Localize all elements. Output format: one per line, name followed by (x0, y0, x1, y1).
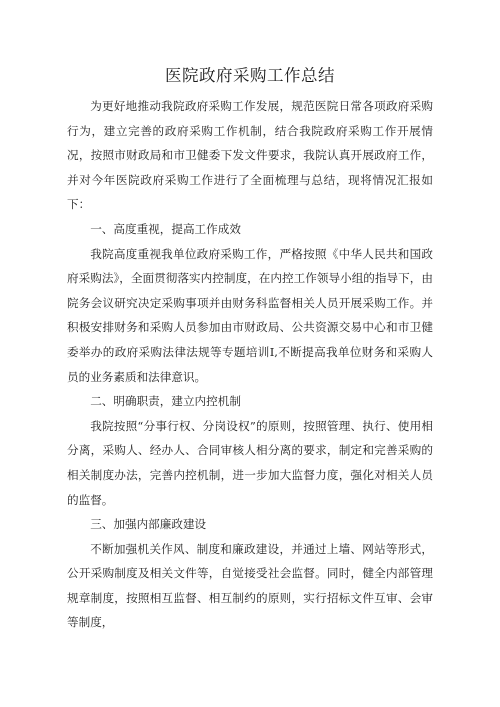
section-heading-2: 二、明确职责，建立内控机制 (90, 394, 241, 409)
document-body (67, 94, 433, 635)
section-paragraph-3: 不断加强机关作风、制度和廉政建设，并通过上墙、网站等形式，公开采购制度及相关文件等，自觉接受社会监督。同时，健全内部管理规章制度，按照相互监督、相互制约的原则，实行招标文件互审、会审等制度， (67, 541, 433, 630)
intro-paragraph: 为更好地推动我院政府采购工作发展，规范医院日常各项政府采购行为，建立完善的政府采购工作机制，结合我院政府采购工作开展情况，按照市财政局和市卫健委下发文件要求，我院认真开展政府工作，并对今年医院政府采购工作进行了全面梳理与总结，现将情况汇报如下： (67, 99, 433, 212)
section-paragraph-2: 我院按照“分事行权、分岗设权”的原则，按照管理、执行、使用相分离，采购人、经办人、合同审核人相分离的要求，制定和完善采购的相关制度办法，完善内控机制，进一步加大监督力度，强化对相关人员的监督。 (67, 418, 433, 507)
section-heading-1: 一、高度重视，提高工作成效 (90, 221, 241, 236)
section-heading-3: 三、加强内部廉政建设 (90, 517, 207, 532)
document-title: 医院政府采购工作总结 (165, 66, 335, 85)
section-paragraph-1: 我院高度重视我单位政府采购工作，严格按照《中华人民共和国政府采购法》，全面贯彻落实内控制度，在内控工作领导小组的指导下，由院务会议研究决定采购事项并由财务科监督相关人员开展采购工作。并积极安排财务和采购人员参加由市财政局、公共资源交易中心和市卫健委举办的政府采购法律法规等专题培训I,不断提高我单位财务和采购人员的业务素质和法律意识。 (67, 246, 433, 384)
